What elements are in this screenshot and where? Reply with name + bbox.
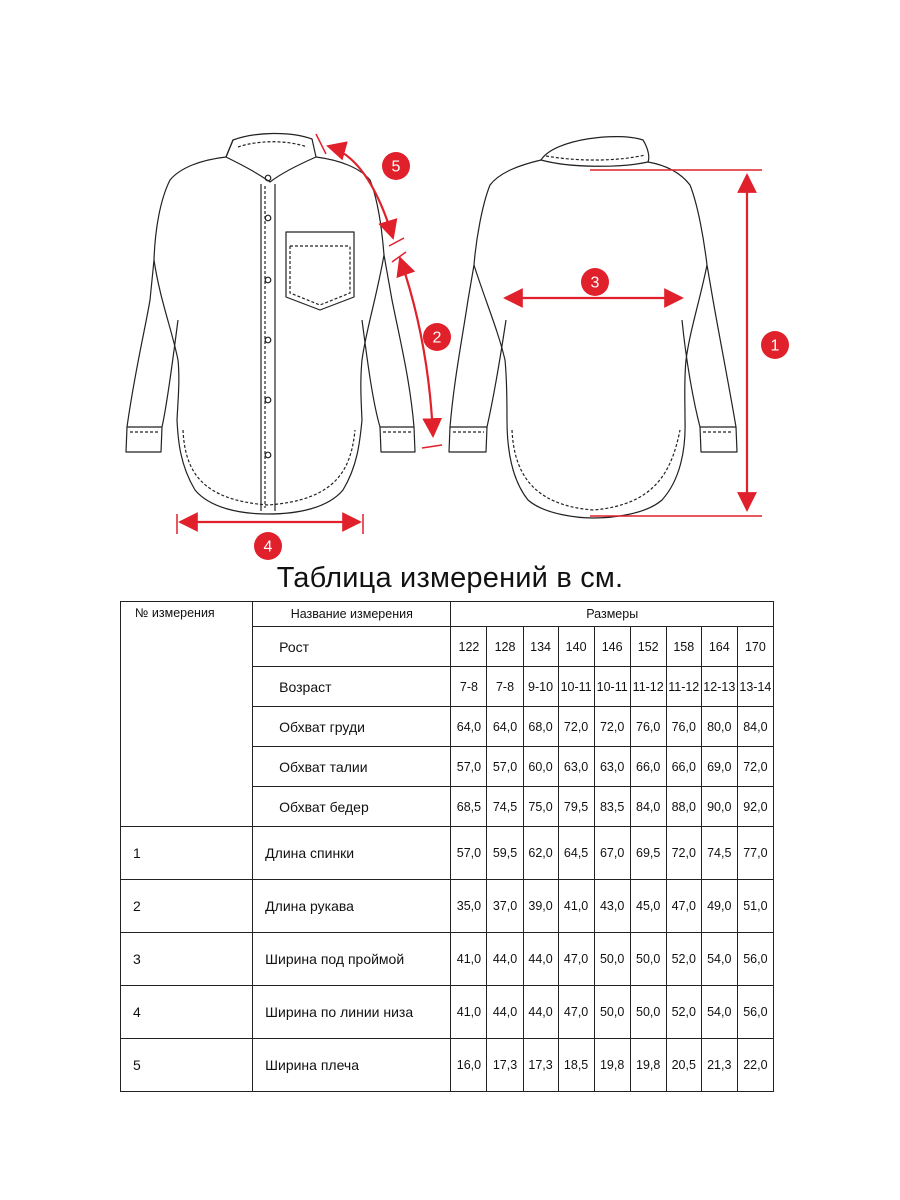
table-cell: 68,0 xyxy=(523,707,558,747)
table-cell: 122 xyxy=(451,627,487,667)
table-cell: 13-14 xyxy=(737,667,773,707)
shirt-sketch xyxy=(0,0,900,560)
table-cell: 18,5 xyxy=(558,1039,594,1092)
marker-3-label: 3 xyxy=(590,274,600,292)
table-cell: 12-13 xyxy=(701,667,737,707)
marker-3 xyxy=(581,268,609,296)
table-cell: 19,8 xyxy=(630,1039,666,1092)
table-cell: 43,0 xyxy=(594,880,630,933)
table-cell: 50,0 xyxy=(594,986,630,1039)
table-cell: 54,0 xyxy=(701,986,737,1039)
table-cell: 68,5 xyxy=(451,787,487,827)
table-cell: 57,0 xyxy=(451,747,487,787)
marker-4-label: 4 xyxy=(263,538,273,556)
table-cell: 74,5 xyxy=(487,787,523,827)
table-cell: 10-11 xyxy=(594,667,630,707)
measurement-name: Длина спинки xyxy=(253,827,451,880)
table-cell: 79,5 xyxy=(558,787,594,827)
marker-5 xyxy=(382,152,410,180)
row-label: Обхват бедер xyxy=(253,787,451,827)
table-cell: 90,0 xyxy=(701,787,737,827)
table-cell: 17,3 xyxy=(487,1039,523,1092)
table-cell: 47,0 xyxy=(558,933,594,986)
marker-4 xyxy=(254,532,282,560)
table-cell: 57,0 xyxy=(487,747,523,787)
table-cell: 59,5 xyxy=(487,827,523,880)
table-cell: 63,0 xyxy=(558,747,594,787)
table-cell: 67,0 xyxy=(594,827,630,880)
table-cell: 22,0 xyxy=(737,1039,773,1092)
table-cell: 35,0 xyxy=(451,880,487,933)
table-cell: 10-11 xyxy=(558,667,594,707)
table-cell: 84,0 xyxy=(630,787,666,827)
table-cell: 50,0 xyxy=(594,933,630,986)
table-cell: 76,0 xyxy=(630,707,666,747)
table-cell: 17,3 xyxy=(523,1039,558,1092)
table-cell: 50,0 xyxy=(630,986,666,1039)
table-cell: 7-8 xyxy=(487,667,523,707)
header-sizes: Размеры xyxy=(451,602,774,627)
measurement-number: 4 xyxy=(121,986,253,1039)
table-cell: 57,0 xyxy=(451,827,487,880)
table-cell: 88,0 xyxy=(666,787,701,827)
row-label: Возраст xyxy=(253,667,451,707)
page-title: Таблица измерений в см. xyxy=(276,562,624,594)
row-label: Обхват груди xyxy=(253,707,451,747)
table-cell: 62,0 xyxy=(523,827,558,880)
header-name: Название измерения xyxy=(253,602,451,627)
table-cell: 83,5 xyxy=(594,787,630,827)
table-cell: 170 xyxy=(737,627,773,667)
table-cell: 72,0 xyxy=(666,827,701,880)
table-cell: 77,0 xyxy=(737,827,773,880)
table-cell: 44,0 xyxy=(523,933,558,986)
table-cell: 56,0 xyxy=(737,933,773,986)
table-cell: 51,0 xyxy=(737,880,773,933)
table-cell: 64,0 xyxy=(451,707,487,747)
table-cell: 64,5 xyxy=(558,827,594,880)
table-cell: 20,5 xyxy=(666,1039,701,1092)
marker-5-label: 5 xyxy=(391,158,401,176)
marker-2-label: 2 xyxy=(432,329,442,347)
table-cell: 44,0 xyxy=(487,986,523,1039)
table-cell: 80,0 xyxy=(701,707,737,747)
table-cell: 44,0 xyxy=(523,986,558,1039)
measurement-number: 2 xyxy=(121,880,253,933)
front-view xyxy=(126,133,415,514)
row-label: Обхват талии xyxy=(253,747,451,787)
marker-1-label: 1 xyxy=(770,337,780,355)
table-row xyxy=(121,933,774,986)
table-cell: 69,0 xyxy=(701,747,737,787)
table-cell: 74,5 xyxy=(701,827,737,880)
marker-1 xyxy=(761,331,789,359)
table-cell: 9-10 xyxy=(523,667,558,707)
table-cell: 128 xyxy=(487,627,523,667)
table-cell: 76,0 xyxy=(666,707,701,747)
table-cell: 66,0 xyxy=(630,747,666,787)
table-cell: 75,0 xyxy=(523,787,558,827)
table-cell: 11-12 xyxy=(630,667,666,707)
measurement-name: Ширина по линии низа xyxy=(253,986,451,1039)
table-cell: 56,0 xyxy=(737,986,773,1039)
table-cell: 50,0 xyxy=(630,933,666,986)
row-label: Рост xyxy=(253,627,451,667)
table-row xyxy=(121,880,774,933)
table-cell: 164 xyxy=(701,627,737,667)
table-cell: 41,0 xyxy=(451,933,487,986)
table-cell: 92,0 xyxy=(737,787,773,827)
measurement-name: Ширина плеча xyxy=(253,1039,451,1092)
table-cell: 16,0 xyxy=(451,1039,487,1092)
table-cell: 45,0 xyxy=(630,880,666,933)
table-cell: 60,0 xyxy=(523,747,558,787)
table-cell: 49,0 xyxy=(701,880,737,933)
table-cell: 52,0 xyxy=(666,933,701,986)
table-cell: 47,0 xyxy=(666,880,701,933)
table-cell: 72,0 xyxy=(594,707,630,747)
table-cell: 63,0 xyxy=(594,747,630,787)
table-cell: 66,0 xyxy=(666,747,701,787)
table-cell: 41,0 xyxy=(558,880,594,933)
table-cell: 140 xyxy=(558,627,594,667)
table-cell: 11-12 xyxy=(666,667,701,707)
header-number: № измерения xyxy=(121,602,253,827)
table-cell: 146 xyxy=(594,627,630,667)
measurement-number: 5 xyxy=(121,1039,253,1092)
table-cell: 72,0 xyxy=(737,747,773,787)
table-cell: 69,5 xyxy=(630,827,666,880)
table-cell: 84,0 xyxy=(737,707,773,747)
measurement-name: Длина рукава xyxy=(253,880,451,933)
measurement-number: 1 xyxy=(121,827,253,880)
size-table xyxy=(120,601,774,1092)
table-cell: 21,3 xyxy=(701,1039,737,1092)
table-cell: 54,0 xyxy=(701,933,737,986)
table-cell: 41,0 xyxy=(451,986,487,1039)
measurement-number: 3 xyxy=(121,933,253,986)
table-cell: 19,8 xyxy=(594,1039,630,1092)
table-cell: 52,0 xyxy=(666,986,701,1039)
table-row xyxy=(121,1039,774,1092)
table-cell: 158 xyxy=(666,627,701,667)
table-cell: 47,0 xyxy=(558,986,594,1039)
table-cell: 37,0 xyxy=(487,880,523,933)
marker-2 xyxy=(423,323,451,351)
table-cell: 39,0 xyxy=(523,880,558,933)
table-cell: 64,0 xyxy=(487,707,523,747)
table-cell: 134 xyxy=(523,627,558,667)
table-row xyxy=(121,827,774,880)
back-view xyxy=(449,137,737,518)
table-cell: 72,0 xyxy=(558,707,594,747)
table-row xyxy=(121,986,774,1039)
table-cell: 152 xyxy=(630,627,666,667)
table-cell: 7-8 xyxy=(451,667,487,707)
table-cell: 44,0 xyxy=(487,933,523,986)
measurement-name: Ширина под проймой xyxy=(253,933,451,986)
shoulder-width-arrow xyxy=(328,146,393,238)
